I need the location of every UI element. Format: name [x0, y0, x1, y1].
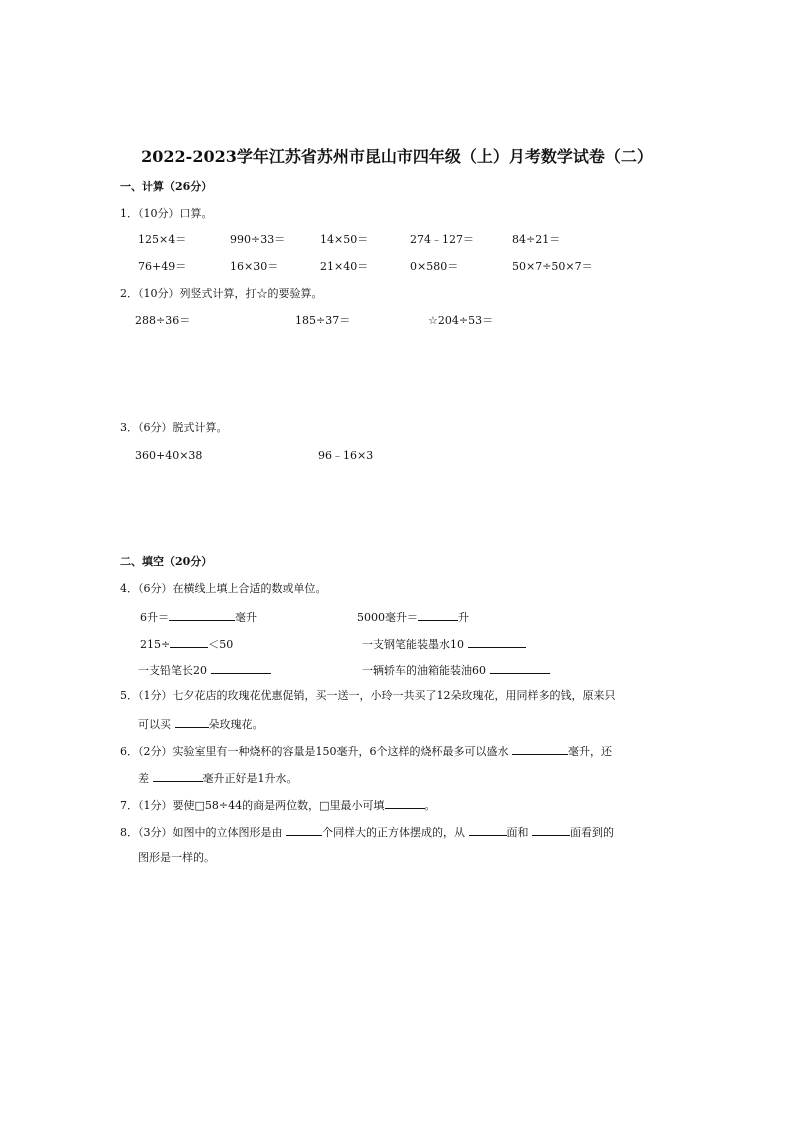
q6-text: 差: [138, 772, 149, 785]
answer-blank[interactable]: [385, 797, 425, 809]
q2-prompt: 2．（10分）列竖式计算，打☆的要验算。: [120, 287, 323, 300]
answer-blank[interactable]: [169, 609, 235, 621]
q1-item: 990÷33＝: [230, 233, 286, 246]
page-title: 2022-2023学年江苏省苏州市昆山市四年级（上）月考数学试卷（二）: [141, 147, 653, 166]
answer-blank[interactable]: [175, 716, 209, 728]
q4-item-d-text: 一支钢笔能装墨水10: [362, 638, 464, 651]
q4-item-a-text: 6升＝: [140, 611, 169, 624]
answer-blank[interactable]: [170, 636, 208, 648]
q1-prompt: 1．（10分）口算。: [120, 207, 213, 220]
answer-blank[interactable]: [286, 824, 322, 836]
q4-item-b-text: 5000毫升＝: [357, 611, 418, 624]
q5-line1: 5．（1分）七夕花店的玫瑰花优惠促销，买一送一，小玲一共买了12朵玫瑰花，用同样多的钱，原来只: [120, 689, 616, 702]
q1-item: 16×30＝: [230, 260, 279, 273]
answer-blank[interactable]: [211, 662, 271, 674]
q4-prompt: 4．（6分）在横线上填上合适的数或单位。: [120, 582, 327, 595]
q4-item-e-text: 一支铅笔长20: [138, 664, 207, 677]
answer-blank[interactable]: [512, 743, 568, 755]
q6-line2: [138, 770, 298, 786]
q4-item-d: [362, 636, 526, 652]
q2-item: 288÷36＝: [135, 314, 191, 327]
q1-item: 21×40＝: [320, 260, 369, 273]
q7-text: 。: [424, 799, 436, 812]
q4-item-c-unit: ＜50: [208, 638, 234, 651]
answer-blank[interactable]: [468, 636, 526, 648]
q1-item: 14×50＝: [320, 233, 369, 246]
q3-item: 96﹣16×3: [318, 449, 374, 462]
answer-blank[interactable]: [418, 609, 458, 621]
q4-item-b: [357, 609, 469, 625]
q4-item-b-unit: 升: [458, 611, 469, 624]
q7-text: 7．（1分）要使□58÷44的商是两位数，□里最小可填: [120, 799, 385, 812]
q1-item: 84÷21＝: [512, 233, 561, 246]
q4-item-a: [140, 609, 257, 625]
answer-blank[interactable]: [490, 662, 550, 674]
q6-text: 毫升，还: [568, 745, 612, 758]
q1-item: 274﹣127＝: [410, 233, 474, 246]
q8-line1: [120, 824, 614, 840]
q5-text: 朵玫瑰花。: [208, 718, 264, 731]
q7-line: [120, 797, 436, 813]
q8-text: 个同样大的正方体摆成的，从: [322, 826, 465, 839]
q1-item: 50×7÷50×7＝: [512, 260, 593, 273]
q1-item: 125×4＝: [138, 233, 187, 246]
q5-line2: [138, 716, 264, 732]
q3-prompt: 3．（6分）脱式计算。: [120, 421, 228, 434]
section-heading-calculation: 一、计算（26分）: [120, 180, 213, 193]
q4-item-c: [140, 636, 233, 652]
q2-item: ☆204÷53＝: [428, 314, 494, 327]
q2-item: 185÷37＝: [295, 314, 351, 327]
q8-text: 面和: [506, 826, 529, 839]
q4-item-c-text: 215÷: [140, 638, 171, 651]
q3-item: 360+40×38: [135, 449, 203, 462]
q6-line1: [120, 743, 612, 759]
section-heading-fill-in: 二、填空（20分）: [120, 555, 213, 568]
answer-blank[interactable]: [532, 824, 570, 836]
q8-text: 8．（3分）如图中的立体图形是由: [120, 826, 283, 839]
q4-item-f: [362, 662, 550, 678]
q4-item-f-text: 一辆轿车的油箱能装油60: [362, 664, 486, 677]
q6-text: 毫升正好是1升水。: [202, 772, 298, 785]
q4-item-e: [138, 662, 271, 678]
q4-item-a-unit: 毫升: [235, 611, 257, 624]
answer-blank[interactable]: [153, 770, 203, 782]
q1-item: 0×580＝: [410, 260, 459, 273]
q8-line2: 图形是一样的。: [138, 851, 215, 864]
q1-item: 76+49＝: [138, 260, 187, 273]
q5-text: 可以买: [138, 718, 171, 731]
answer-blank[interactable]: [469, 824, 507, 836]
q8-text: 面看到的: [570, 826, 614, 839]
q6-text: 6．（2分）实验室里有一种烧杯的容量是150毫升，6个这样的烧杯最多可以盛水: [120, 745, 509, 758]
